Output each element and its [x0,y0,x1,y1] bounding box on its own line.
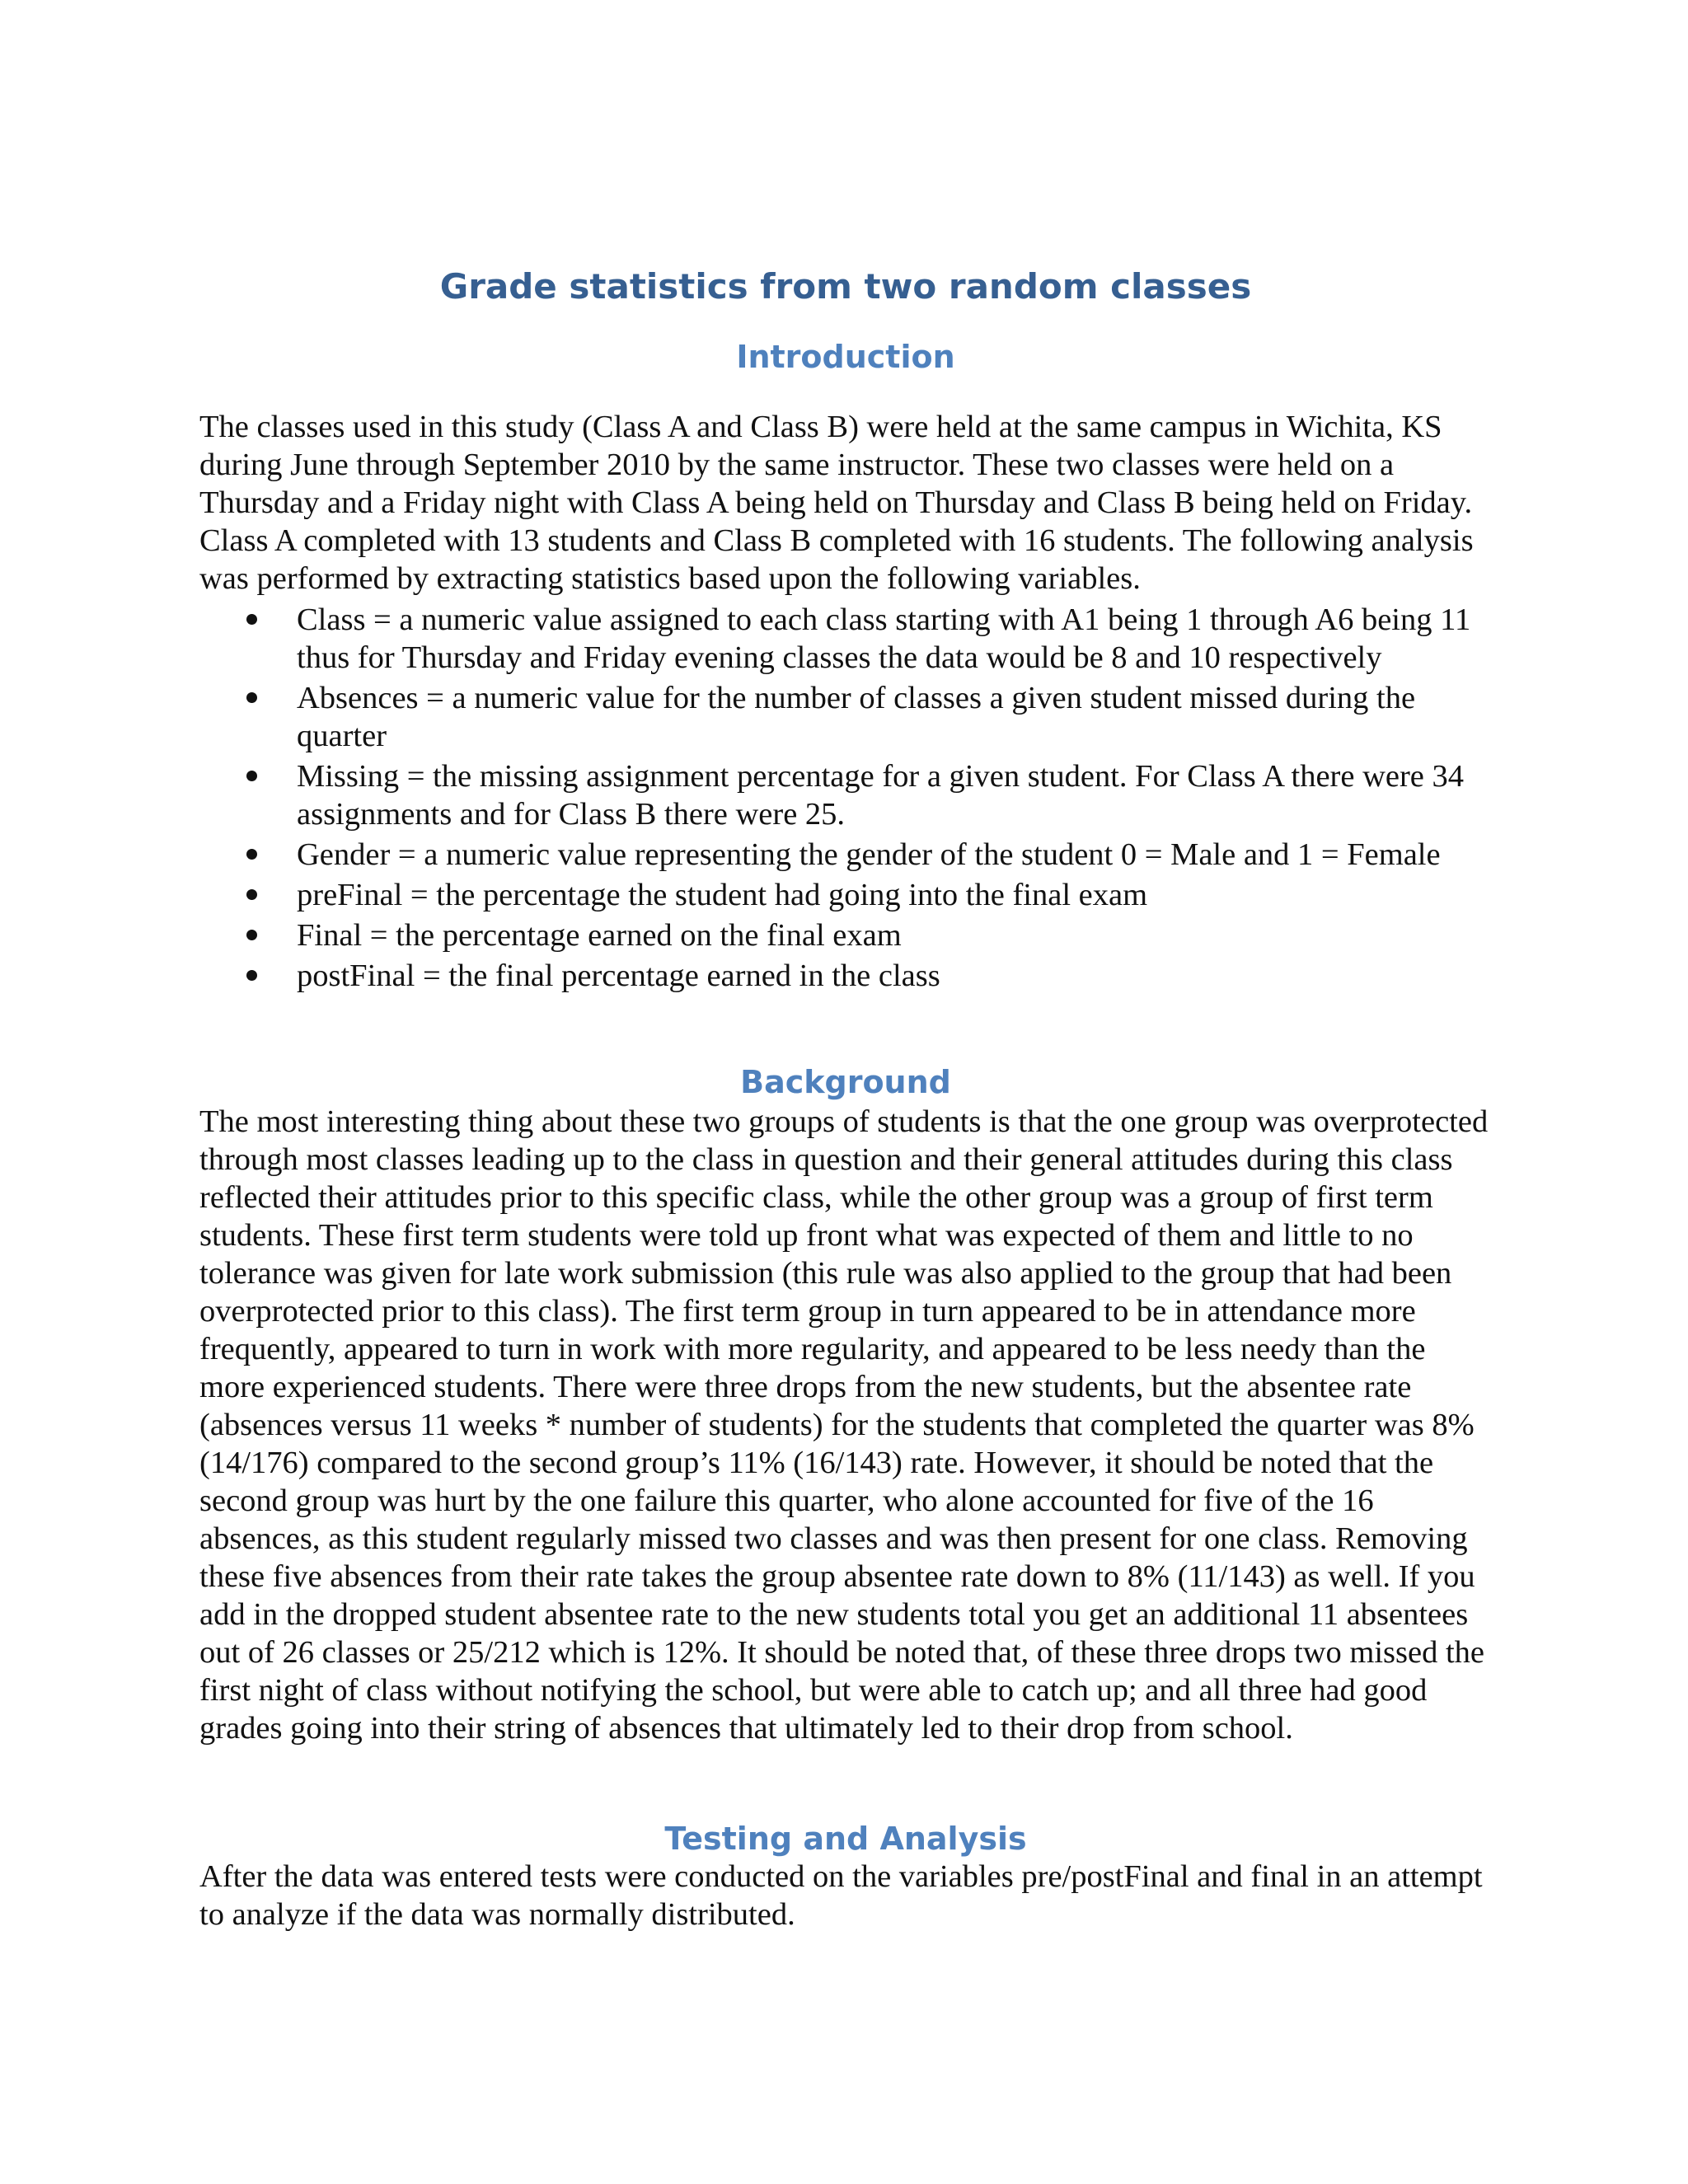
list-item-text: postFinal = the final percentage earned in the class [297,958,940,993]
variables-list [199,601,1492,997]
bullet-icon [246,614,257,625]
list-item-text: Gender = a numeric value representing the gender of the student 0 = Male and 1 = Female [297,837,1441,872]
bullet-icon [246,970,257,981]
heading-introduction: Introduction [736,339,955,375]
list-item-text: Final = the percentage earned on the final exam [297,918,902,953]
list-item [199,876,1492,914]
list-item-text: Class = a numeric value assigned to each class starting with A1 being 1 through A6 being 11 thus for Thursday and Friday evening classes the data would be 8 and 10 respectively [297,602,1471,675]
introduction-paragraph: The classes used in this study (Class A and Class B) were held at the same campus in Wichita, KS during June through September 2010 by the same instructor. These two classes were held on a Thursday and a Friday night with Class A being held on Thursday and Class B being held on Friday. Class A completed with 13 students and Class B completed with 16 students. The following analysis was performed by extracting statistics based upon the following variables. [199,410,1474,596]
bullet-icon [246,930,257,940]
list-item [199,757,1492,833]
list-item [199,601,1492,677]
list-item-text: preFinal = the percentage the student had going into the final exam [297,878,1148,912]
list-item [199,957,1492,995]
list-item [199,916,1492,954]
list-item-text: Missing = the missing assignment percentage for a given student. For Class A there were 34 assignments and for Class B there were 25. [297,759,1465,832]
testing-paragraph: After the data was entered tests were conducted on the variables pre/postFinal and final in an attempt to analyze if the data was normally distributed. [199,1859,1483,1932]
heading-testing-and-analysis: Testing and Analysis [664,1821,1027,1857]
bullet-icon [246,889,257,900]
bullet-icon [246,771,257,781]
heading-background: Background [740,1064,951,1100]
list-item-text: Absences = a numeric value for the number of classes a given student missed during the quarter [297,681,1416,753]
bullet-icon [246,692,257,703]
list-item [199,836,1492,874]
background-paragraph: The most interesting thing about these two groups of students is that the one group was overprotected through most classes leading up to the class in question and their general attitudes during this class reflected their attitudes prior to this specific class, while the other group was a group of first term students. These first term students were told up front what was expected of them and little to no tolerance was given for late work submission (this rule was also applied to the group that had been overprotected prior to this class). The first term group in turn appeared to be in attendance more frequently, appeared to turn in work with more regularity, and appeared to be less needy than the more experienced students. There were three drops from the new students, but the absentee rate (absences versus 11 weeks * number of students) for the students that completed the quarter was 8% (14/176) compared to the second group’s 11% (16/143) rate. However, it should be noted that the second group was hurt by the one failure this quarter, who alone accounted for five of the 16 absences, as this student regularly missed two classes and was then present for one class. Removing these five absences from their rate takes the group absentee rate down to 8% (11/143) as well. If you add in the dropped student absentee rate to the new students total you get an additional 11 absentees out of 26 classes or 25/212 which is 12%. It should be noted that, of these three drops two missed the first night of class without notifying the school, but were able to catch up; and all three had good grades going into their string of absences that ultimately led to their drop from school. [199,1104,1489,1746]
bullet-icon [246,849,257,860]
list-item [199,679,1492,755]
document-title: Grade statistics from two random classes [439,266,1252,307]
